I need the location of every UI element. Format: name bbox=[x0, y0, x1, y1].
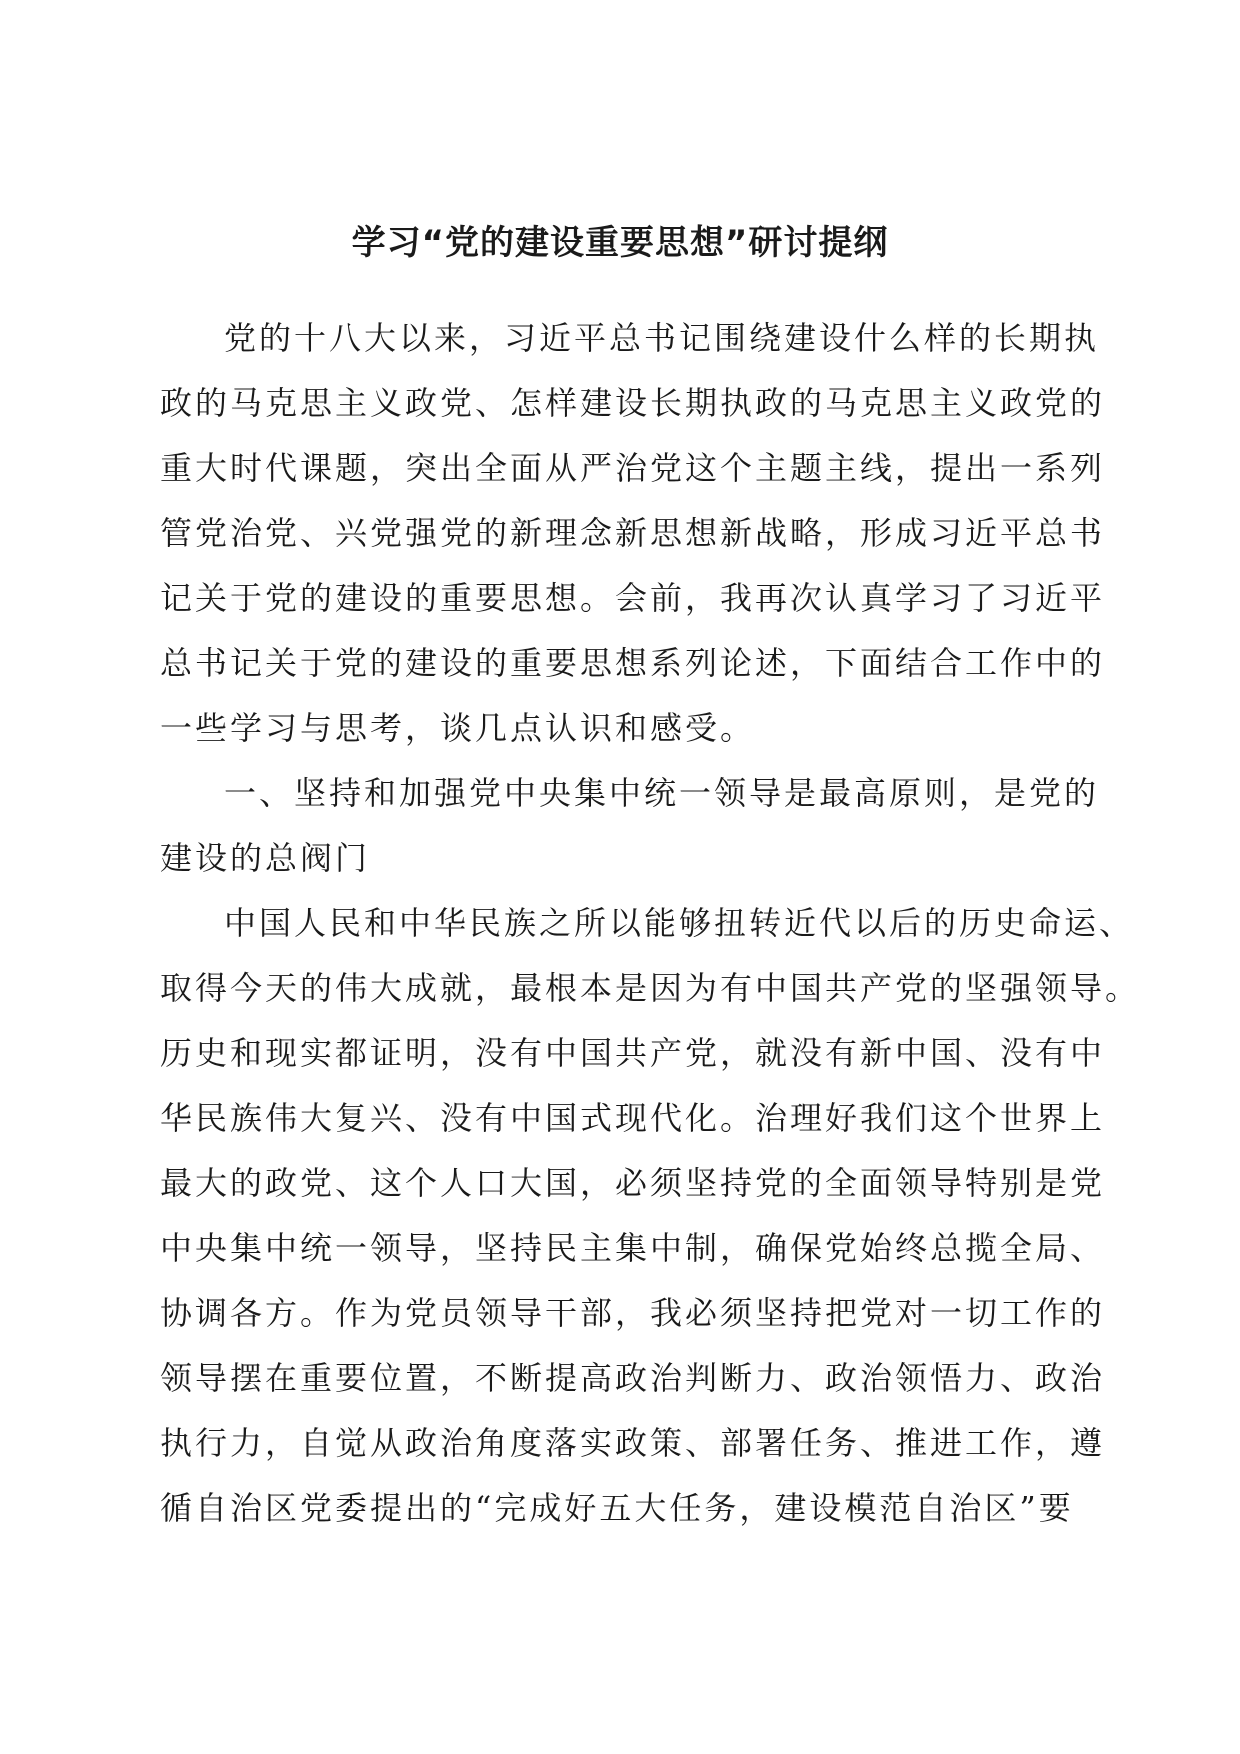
section-heading-line: 建设的总阀门 bbox=[160, 839, 371, 877]
text-line: 一些学习与思考，谈几点认识和感受。 bbox=[160, 709, 756, 747]
section-heading-line: 一、坚持和加强党中央集中统一领导是最高原则，是党的 bbox=[224, 774, 1100, 812]
text-line: 中国人民和中华民族之所以能够扭转近代以后的历史命运、 bbox=[224, 904, 1135, 942]
text-line: 最大的政党、这个人口大国，必须坚持党的全面领导特别是党 bbox=[160, 1164, 1106, 1202]
text-line: 记关于党的建设的重要思想。会前，我再次认真学习了习近平 bbox=[160, 579, 1106, 617]
text-line: 历史和现实都证明，没有中国共产党，就没有新中国、没有中 bbox=[160, 1034, 1106, 1072]
text-line: 华民族伟大复兴、没有中国式现代化。治理好我们这个世界上 bbox=[160, 1099, 1106, 1137]
text-line: 领导摆在重要位置，不断提高政治判断力、政治领悟力、政治 bbox=[160, 1359, 1106, 1397]
document-title: 学习“党的建设重要思想”研讨提纲 bbox=[351, 223, 889, 263]
text-line: 中央集中统一领导，坚持民主集中制，确保党始终总揽全局、 bbox=[160, 1229, 1106, 1267]
text-line: 重大时代课题，突出全面从严治党这个主题主线，提出一系列 bbox=[160, 449, 1106, 487]
text-line: 执行力，自觉从政治角度落实政策、部署任务、推进工作，遵 bbox=[160, 1424, 1106, 1462]
text-line: 循自治区党委提出的“完成好五大任务，建设模范自治区”要 bbox=[160, 1489, 1074, 1527]
text-line: 总书记关于党的建设的重要思想系列论述，下面结合工作中的 bbox=[160, 644, 1106, 682]
text-line: 取得今天的伟大成就，最根本是因为有中国共产党的坚强领导。 bbox=[160, 969, 1141, 1007]
text-line: 管党治党、兴党强党的新理念新思想新战略，形成习近平总书 bbox=[160, 514, 1106, 552]
text-line: 协调各方。作为党员领导干部，我必须坚持把党对一切工作的 bbox=[160, 1294, 1106, 1332]
text-line: 政的马克思主义政党、怎样建设长期执政的马克思主义政党的 bbox=[160, 384, 1106, 422]
text-line: 党的十八大以来，习近平总书记围绕建设什么样的长期执 bbox=[224, 319, 1100, 357]
